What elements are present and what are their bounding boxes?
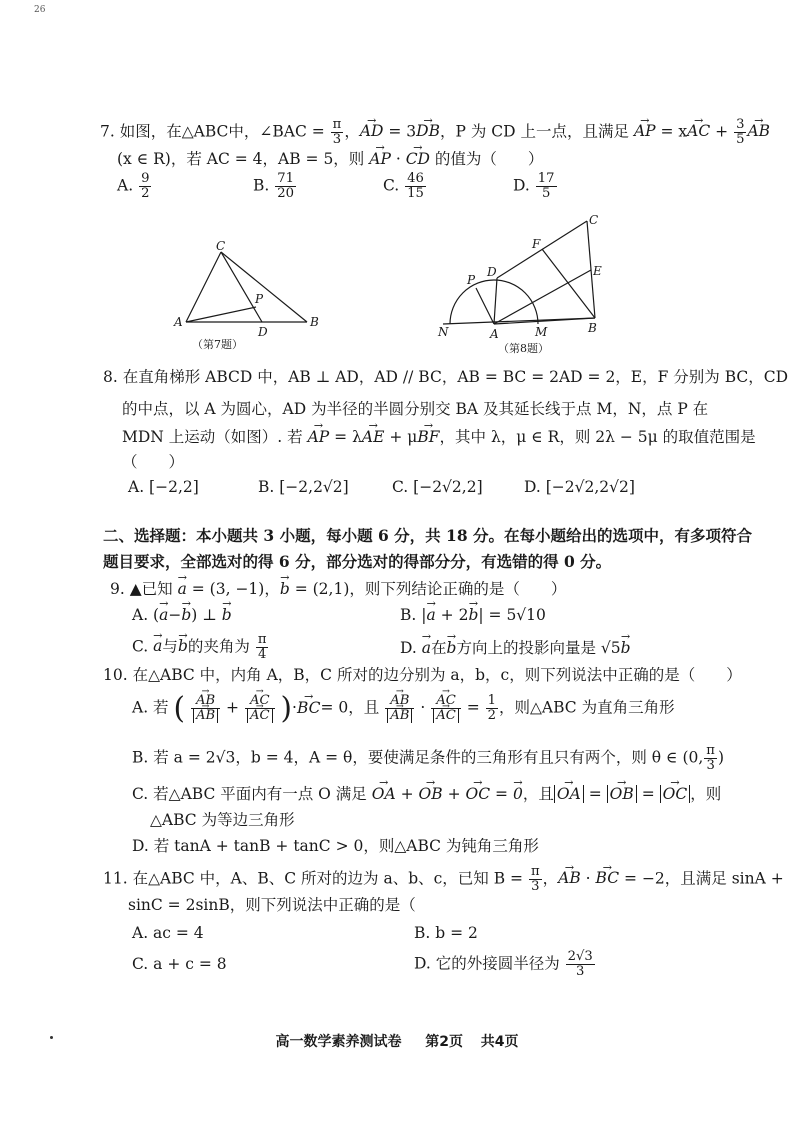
q8-line4: （ ） [122,453,185,471]
vector-BF: → BF [417,428,439,447]
q8-line3: MDN 上运动（如图）. 若 → AP = λ→ AE + μ→ BF，其中 λ，μ ∈ R，则 2λ − 5μ 的取值范围是 [122,428,756,447]
section-2-heading-line1: 二、选择题：本小题共 3 小题，每小题 6 分，共 18 分。在每小题给出的选项中，有多项符合 [103,526,753,545]
q8-option-a: A. [−2,2] [128,478,199,496]
fig8-label-B: B [588,321,597,335]
footer-total: 共4页 [480,1034,519,1050]
vector-AC: → AC [687,122,710,141]
fig8-label-A: A [490,327,499,341]
fig7-label-B: B [310,315,319,329]
q10-option-c: C. 若△ABC 平面内有一点 O 满足 → OA + → OB + → OC = → 0，且→ OA = → OB = → OC ，则 [132,782,721,804]
q7-text: 7. 如图，在△ABC中，∠BAC = [100,122,325,141]
section-2-heading-line2: 题目要求，全部选对的得 6 分，部分选对的得部分分，有选错的得 0 分。 [103,552,612,571]
segment-BF [542,249,595,318]
vector-AP: → AP [369,150,391,169]
q10-option-c-line2: △ABC 为等边三角形 [150,811,295,829]
segment-CD [221,252,262,322]
vector-b: → b [280,580,290,599]
vector-AP: → AP [308,428,330,447]
q11-option-d: D. 它的外接圆半径为 $\frac{2√3}{3}$ [414,949,593,979]
fig7-label-P: P [255,292,264,306]
q11-option-a: A. ac = 4 [132,924,204,942]
q9-option-d: D. → a在→ b方向上的投影向量是 √5→ b [400,636,631,658]
fig7-caption: （第7题） [192,338,243,351]
vector-AB: → AB [747,122,770,141]
figure-8-diagram [435,208,615,358]
q11-option-b: B. b = 2 [414,924,478,942]
q10-line1: 10. 在△ABC 中，内角 A，B，C 所对的边分别为 a，b，c，则下列说法中正确的是（ ） [103,666,742,684]
q7-option-c: C. $\frac{46}{15}$ [383,171,424,201]
fig8-label-P: P [467,273,476,287]
vector-CD: → CD [406,150,430,169]
q9-option-c: C. → a与→ b的夹角为 $\frac{\pi}{4}$ [132,633,269,662]
q7-angle-fraction: $\frac{\pi}{3}$ [332,117,342,147]
figure-7 [170,235,330,359]
page-footer [0,1031,794,1051]
q9-option-a: A. (→ a−→ b) ⊥ → b [132,606,232,624]
figure-8 [435,208,615,362]
q11-line2: sinC = 2sinB，则下列说法中正确的是（ [128,896,416,914]
fig8-label-F: F [532,237,541,251]
q9-option-b: B. |→ a + 2→ b| = 5√10 [400,606,546,624]
fig7-label-D: D [258,325,268,339]
q9-line1: 9. ▲已知 → a = (3, −1)，→ b = (2,1)，则下列结论正确的是（ ） [110,580,566,599]
fig8-label-E: E [593,264,602,278]
segment-AP [186,307,256,322]
q8-option-c: C. [−2√2,2] [392,478,483,496]
vector-DB: → DB [416,122,440,141]
q11-line1: 11. 在△ABC 中，A、B、C 所对的边为 a、b、c，已知 B = $\frac{\pi}{3}$ ，→ AB · → BC = −2，且满足 sinA + [103,865,784,894]
fig8-label-C: C [589,213,599,227]
q7-line2: (x ∈ R)，若 AC = 4，AB = 5，则 → AP · → CD 的值为（ ） [117,150,543,169]
segment-AP [476,288,494,324]
q11-option-c: C. a + c = 8 [132,955,227,973]
q10-option-d: D. 若 tanA + tanB + tanC > 0，则△ABC 为钝角三角形 [132,837,539,855]
q8-option-d: D. [−2√2,2√2] [524,478,635,496]
footer-page: 第2页 [425,1034,463,1050]
fig7-label-A: A [174,315,183,329]
fig8-caption: （第8题） [498,342,549,355]
segment-AE [494,270,591,324]
q8-option-b: B. [−2,2√2] [258,478,349,496]
q7-option-d: D. $\frac{17}{5}$ [513,171,555,201]
figure-7-diagram [170,235,330,355]
q8-line2: 的中点，以 A 为圆心，AD 为半径的半圆分别交 BA 及其延长线于点 M，N，点 P 在 [122,400,709,418]
q7-coef-fraction: $\frac{3}{5}$ [736,117,745,147]
q10-option-b: B. 若 a = 2√3，b = 4，A = θ，要使满足条件的三角形有且只有两个，则 θ ∈ (0, $\frac{\pi}{3}$ ) [132,743,725,773]
segment-AC [186,252,221,322]
q7-option-a: A. $\frac{9}{2}$ [117,171,150,201]
fig7-label-C: C [216,239,226,253]
vector-a: → a [178,580,187,599]
q10-option-a: A. 若 ( → AB → AB + → AC → AC )·→ BC= 0，且 → AB → AB · → AC → AC = $\frac{1}{2}$ ，则△ABC 为直角三角形 [132,694,675,723]
fig8-label-D: D [487,265,497,279]
corner-mark: 26 [34,5,46,15]
segment-AD [494,278,497,324]
fig8-label-M: M [535,325,548,339]
vector-AE: → AE [362,428,385,447]
fig8-label-N: N [438,325,449,339]
vector-AD: → AD [360,122,384,141]
footer-title: 高一数学素养测试卷 [275,1034,402,1050]
q7-option-b: B. $\frac{71}{20}$ [253,171,295,201]
q8-line1: 8. 在直角梯形 ABCD 中，AB ⊥ AD，AD // BC，AB = BC = 2AD = 2，E，F 分别为 BC，CD [103,368,789,386]
q7-line1: 7. 如图，在△ABC中，∠BAC = $\frac{\pi}{3}$ ，→ AD = 3→ DB，P 为 CD 上一点，且满足 → AP = x→ AC + $\frac{3}{5}$ → AB [100,118,770,147]
vector-AP: → AP [634,122,656,141]
